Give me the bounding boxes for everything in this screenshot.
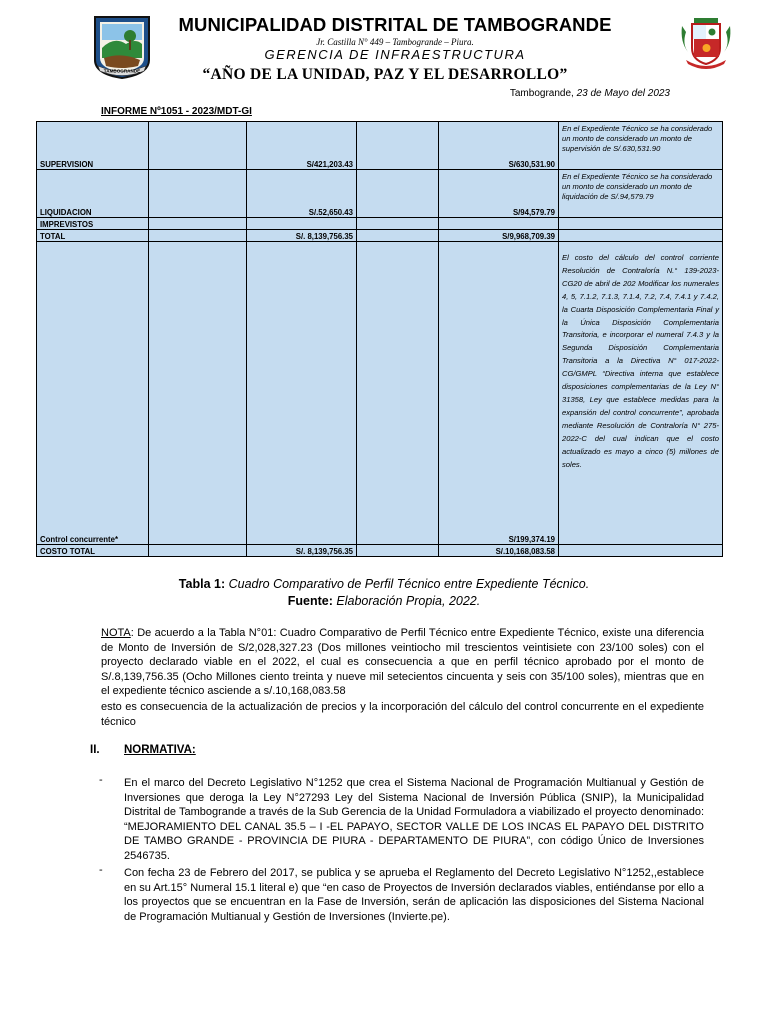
table-row [37, 230, 723, 242]
address-line: Jr. Castilla N° 449 – Tambogrande – Piura. [316, 37, 474, 47]
row-note: El costo del cálculo del control corriente Resolución de Contraloría N.° 139-2023-CG20 de abril de 202 Modificar los numerales 4, 5, 7.1.2, 7.1.3, 7.1.4, 7.2, 7.4, 7.4.1 y 7.4.2, la Cuarta Disposición Complementaria Final y la Única Disposición Complementaria Transitoria, e incorporar el numeral 7.4.3 y la Segunda Disposición Complementaria Transitoria a la Directiva N° 017-2022-CG/GMPL “Directiva interna que establece disposiciones complementarias de la Ley N° 31358, Ley que establece medidas para la expansión del control concurrente”, aprobada mediante Resolución de Contraloría N° 275-2022-C del cual indican que el costo actualizado es mayo a cinco (5) millones de soles. [559, 242, 723, 545]
row-label: Control concurrente* [37, 242, 149, 545]
table-source: Fuente: Elaboración Propia, 2022. [287, 594, 481, 608]
bullet-paragraph: En el marco del Decreto Legislativo N°1252 que crea el Sistema Nacional de Programación Multianual y Gestión de Inversiones que deroga la Ley N°27293 Ley del Sistema Nacional de Inversión Pública (SNIP), la Municipalidad Distrital de Tambogrande a través de la Sub Gerencia de la Unidad Formuladora a viabilizado el proyecto denominado: “MEJORAMIENTO DEL CANAL 35.5 – I -EL PAPAYO, SECTOR VALLE DE LOS INCAS EL PAPAYO DEL DISTRITO DE TAMBO GRANDE - PROVINCIA DE PIURA - DEPARTAMENTO DE PIURA”, con código Único de Inversiones 2546735. [124, 777, 704, 862]
table-row [37, 218, 723, 230]
perfil-value: S/. 8,139,756.35 [247, 230, 357, 242]
table-row [37, 122, 723, 170]
expediente-value: S/630,531.90 [439, 122, 559, 170]
table-row [37, 242, 723, 545]
municipality-title: MUNICIPALIDAD DISTRITAL DE TAMBOGRANDE [178, 14, 612, 35]
perfil-value [247, 242, 357, 545]
expediente-value: S/.10,168,083.58 [439, 545, 559, 557]
expediente-value [439, 218, 559, 230]
row-label: SUPERVISION [37, 122, 149, 170]
bullet-marker: - [99, 774, 103, 786]
document-date: Tambogrande, 23 de Mayo del 2023 [509, 88, 670, 99]
table-row [37, 170, 723, 218]
perfil-value [247, 218, 357, 230]
comparison-table [36, 121, 723, 557]
row-label: IMPREVISTOS [37, 218, 149, 230]
bullet-paragraph: Con fecha 23 de Febrero del 2017, se publica y se aprueba el Reglamento del Decreto Legislativo N°1252,,establece en su Art.15° Numeral 15.1 literal e) que “en caso de Proyectos de Inversión declarados viables, entiéndanse por ello a los proyectos que se encuentran en la Fase de Inversión, serán de aplicación las disposiciones del Sistema Nacional de Programación Multianual y Gestión de Inversiones (Invierte.pe). [124, 867, 704, 923]
table-caption: Tabla 1: Cuadro Comparativo de Perfil Técnico entre Expediente Técnico. [178, 577, 590, 591]
table-row [37, 545, 723, 557]
row-note: En el Expediente Técnico se ha considerado un monto de considerado un monto de supervisión de S/.630,531.90 [559, 122, 723, 170]
expediente-value: S/9,968,709.39 [439, 230, 559, 242]
row-label: COSTO TOTAL [37, 545, 149, 557]
expediente-value: S/199,374.19 [439, 242, 559, 545]
letterhead [0, 0, 768, 100]
svg-text:TAMBOGRANDE: TAMBOGRANDE [103, 68, 141, 74]
expediente-value: S/94,579.79 [439, 170, 559, 218]
peru-coat-of-arms-icon [678, 12, 734, 74]
section-title: NORMATIVA: [124, 744, 196, 756]
perfil-value: S/. 8,139,756.35 [247, 545, 357, 557]
section-number: II. [90, 744, 100, 756]
report-number: INFORME Nº1051 - 2023/MDT-GI [101, 106, 252, 117]
perfil-value: S/.52,650.43 [247, 170, 357, 218]
year-motto: “AÑO DE LA UNIDAD, PAZ Y EL DESARROLLO” [202, 66, 568, 83]
department-name: GERENCIA DE INFRAESTRUCTURA [264, 47, 526, 62]
row-label: TOTAL [37, 230, 149, 242]
note-paragraph: NOTA: De acuerdo a la Tabla N°01: Cuadro Comparativo de Perfil Técnico entre Expediente Técnico, existe una diferencia de Monto de Inversión de S/2,028,327.23 (Dos millones veintiocho mil trescientos veintisiete con 23/100 soles) con el proyecto declarado viable en el 2022, el cual es consecuencia a que en perfil técnico aprobado por el monto de S/.8,139,756.35 (Ocho Millones ciento treinta y nueve mil setecientos cincuenta y seis con 35/100 soles), mientras que en el expediente técnico asciende a s/.10,168,083.58 [101, 627, 704, 698]
row-note: En el Expediente Técnico se ha considerado un monto de considerado un monto de liquidación de S/.94,579.79 [559, 170, 723, 218]
bullet-marker: - [99, 864, 103, 876]
note-extra-paragraph: esto es consecuencia de la actualización de precios y la incorporación del cálculo del control concurrente en el expediente técnico [101, 701, 704, 728]
perfil-value: S/421,203.43 [247, 122, 357, 170]
row-label: LIQUIDACION [37, 170, 149, 218]
